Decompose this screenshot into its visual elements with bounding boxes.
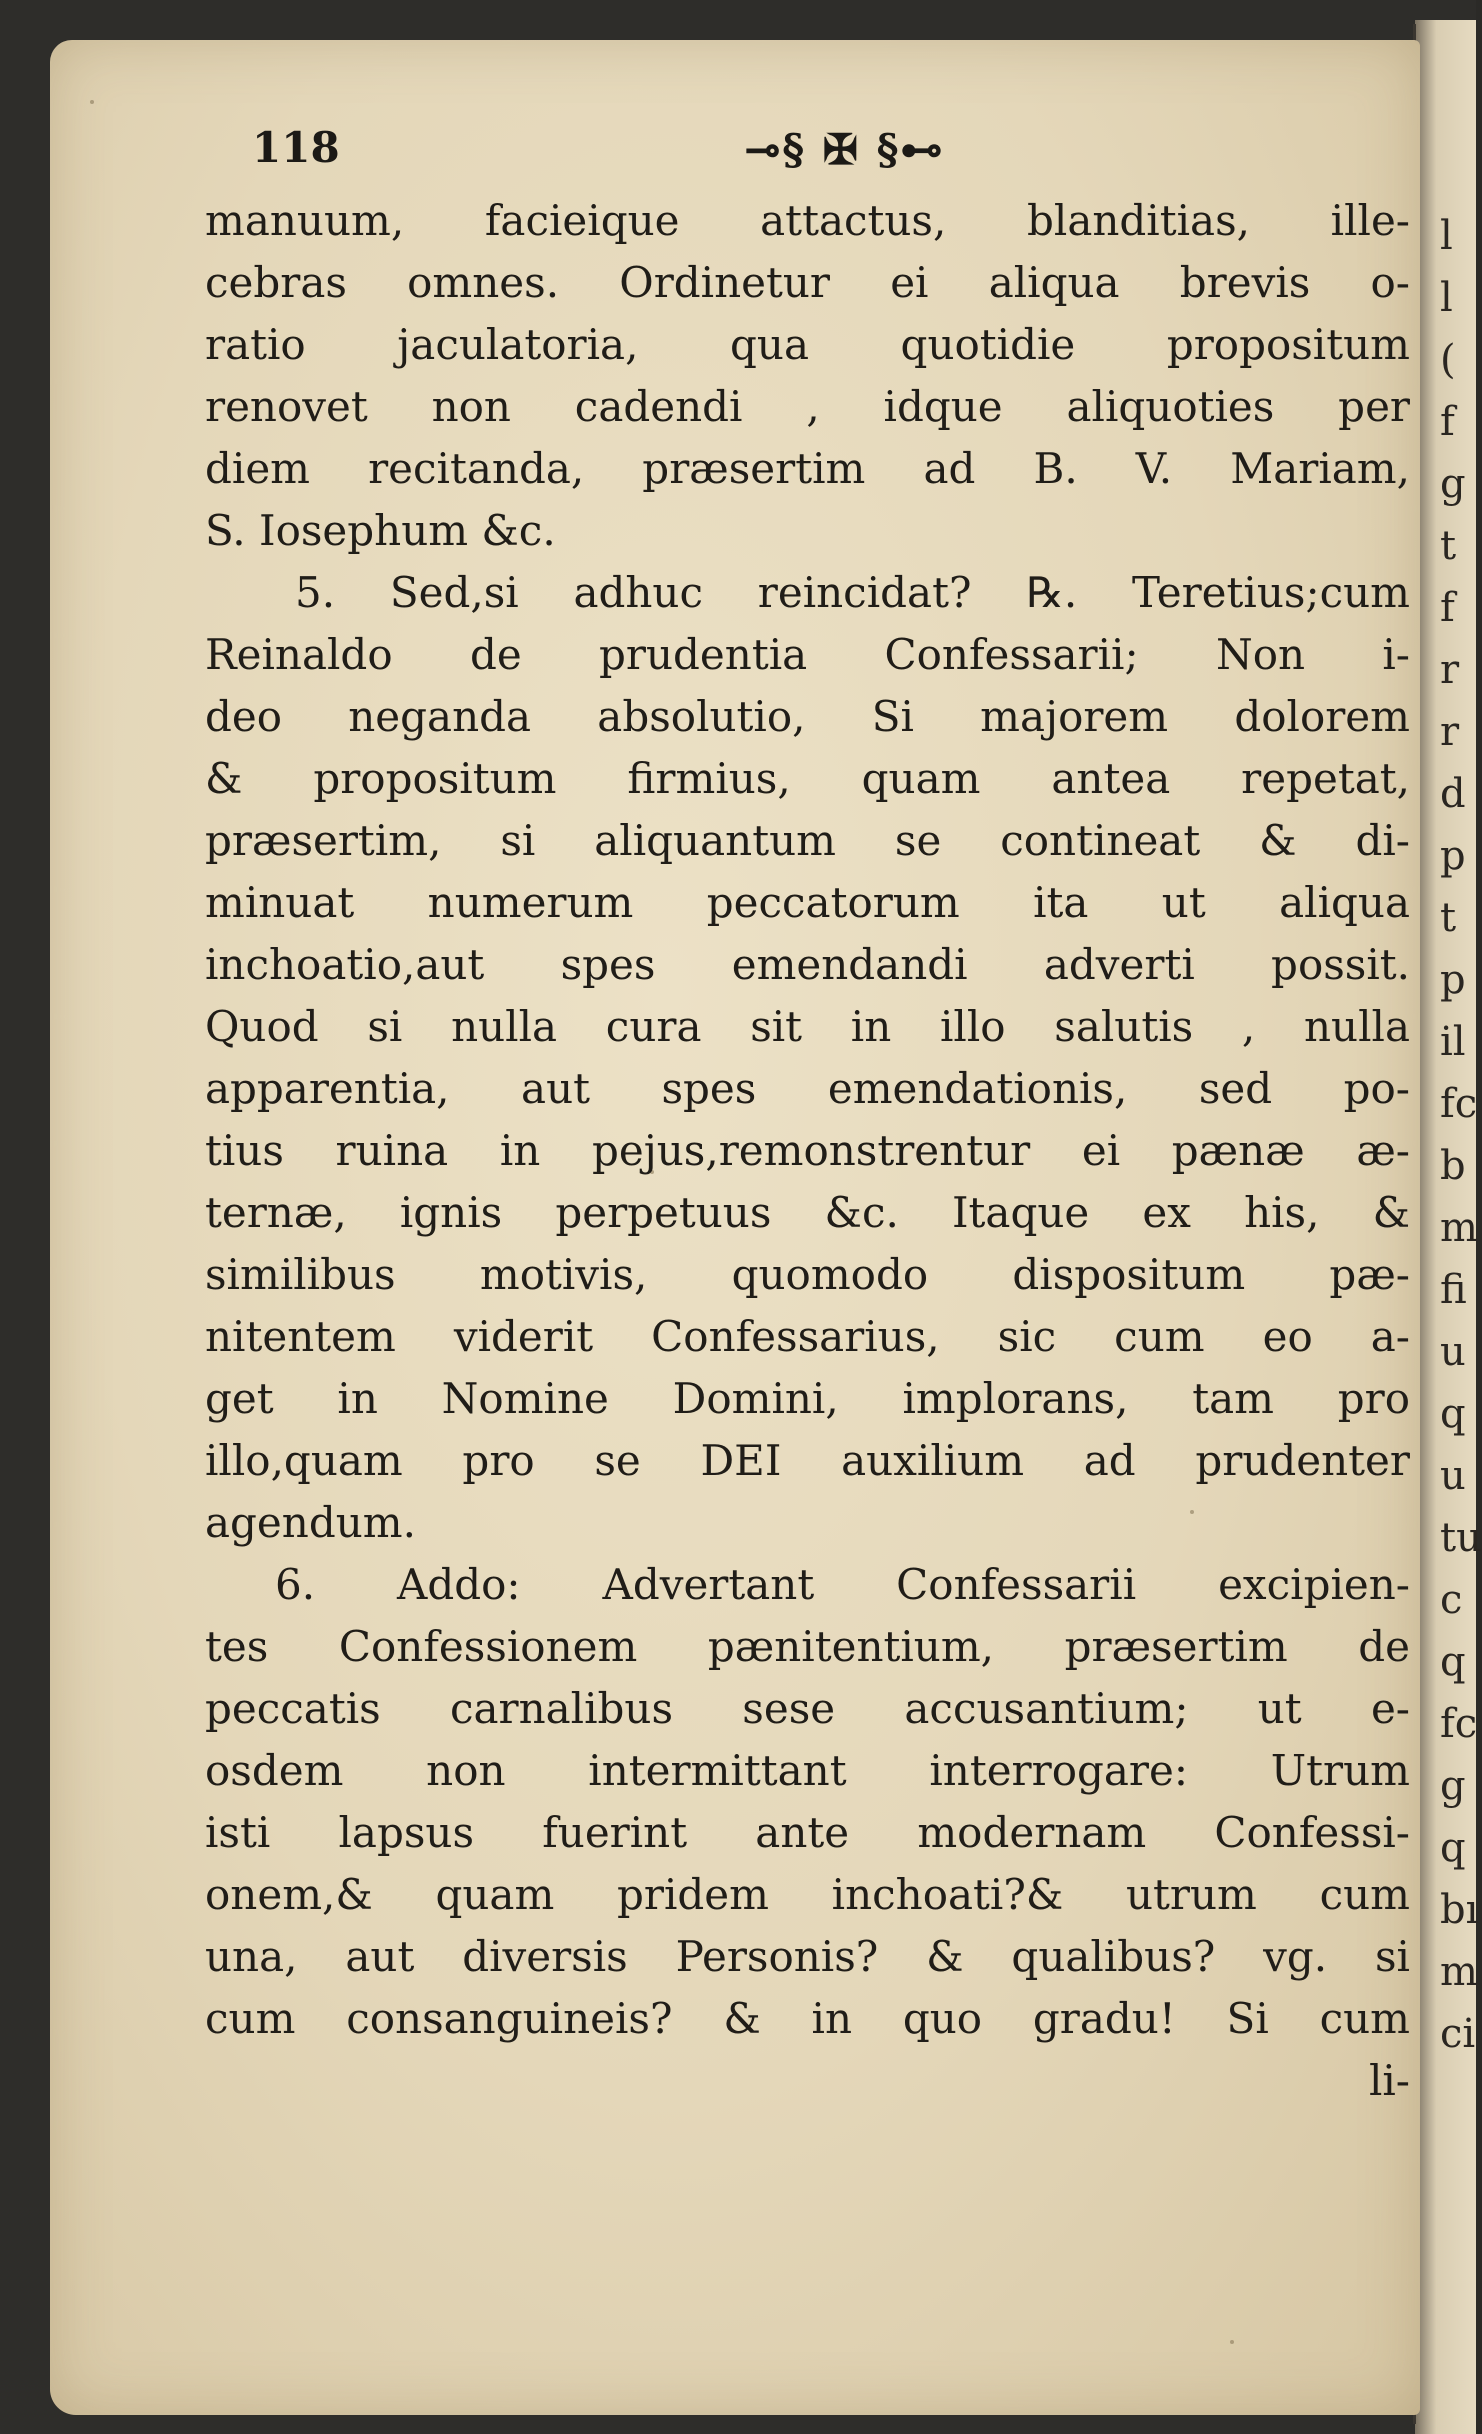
text-line: manuum, facieique attactus, blanditias, ille- bbox=[205, 196, 1410, 245]
text-line: osdem non intermittant interrogare: Utrum bbox=[205, 1746, 1410, 1795]
text-line: tius ruina in pejus,remonstrentur ei pænæ æ- bbox=[205, 1126, 1410, 1175]
text-line: peccatis carnalibus sese accusantium; ut e- bbox=[205, 1684, 1410, 1733]
facing-letter: t bbox=[1440, 895, 1457, 941]
text-line: ternæ, ignis perpetuus &c. Itaque ex his, & bbox=[205, 1188, 1410, 1237]
facing-letter: b bbox=[1440, 1143, 1466, 1189]
text-line: præsertim, si aliquantum se contineat & di- bbox=[205, 816, 1410, 865]
facing-letter: tu bbox=[1440, 1515, 1482, 1561]
facing-letter: l bbox=[1440, 275, 1453, 321]
facing-letter: d bbox=[1440, 771, 1466, 817]
facing-letter: q bbox=[1440, 1825, 1466, 1871]
text-line: cebras omnes. Ordinetur ei aliqua brevis o- bbox=[205, 258, 1410, 307]
facing-page-letters bbox=[1440, 205, 1482, 2065]
facing-letter: u bbox=[1440, 1329, 1466, 1375]
facing-letter: g bbox=[1440, 1763, 1466, 1809]
facing-letter: p bbox=[1440, 833, 1466, 879]
facing-letter: il bbox=[1440, 1019, 1466, 1065]
body-text bbox=[205, 190, 1410, 2112]
facing-letter: g bbox=[1440, 461, 1466, 507]
facing-letter: ( bbox=[1440, 337, 1456, 383]
text-line: illo,quam pro se DEI auxilium ad prudenter bbox=[205, 1436, 1410, 1485]
facing-letter: bı bbox=[1440, 1887, 1479, 1933]
text-line: Quod si nulla cura sit in illo salutis , nulla bbox=[205, 1002, 1410, 1051]
facing-letter: m bbox=[1440, 1205, 1478, 1251]
text-line: tes Confessionem pænitentium, præsertim de bbox=[205, 1622, 1410, 1671]
text-line: get in Nomine Domini, implorans, tam pro bbox=[205, 1374, 1410, 1423]
facing-letter: t bbox=[1440, 523, 1457, 569]
text-line: similibus motivis, quomodo dispositum pæ- bbox=[205, 1250, 1410, 1299]
text-line: onem,& quam pridem inchoati?& utrum cum bbox=[205, 1870, 1410, 1919]
facing-letter: u bbox=[1440, 1453, 1466, 1499]
facing-letter: l bbox=[1440, 213, 1453, 259]
text-line: ratio jaculatoria, qua quotidie propositum bbox=[205, 320, 1410, 369]
catchword: li- bbox=[1368, 2056, 1410, 2105]
text-line: isti lapsus fuerint ante modernam Confessi- bbox=[205, 1808, 1410, 1857]
page-number: 118 bbox=[252, 123, 340, 172]
facing-letter: p bbox=[1440, 957, 1466, 1003]
facing-letter: q bbox=[1440, 1639, 1466, 1685]
text-line: deo neganda absolutio, Si majorem dolorem bbox=[205, 692, 1410, 741]
text-line: S. Iosephum &c. bbox=[205, 506, 556, 555]
facing-letter: fc bbox=[1440, 1701, 1478, 1747]
facing-letter: c bbox=[1440, 1577, 1463, 1623]
text-line: cum consanguineis? & in quo gradu! Si cum bbox=[205, 1994, 1410, 2043]
text-line: agendum. bbox=[205, 1498, 416, 1547]
text-line: renovet non cadendi , idque aliquoties per bbox=[205, 382, 1410, 431]
header-ornament: ⊸§ ✠ §⊷ bbox=[745, 125, 945, 174]
paper-fleck bbox=[90, 100, 94, 104]
text-line: apparentia, aut spes emendationis, sed po- bbox=[205, 1064, 1410, 1113]
text-line: diem recitanda, præsertim ad B. V. Mariam, bbox=[205, 444, 1410, 493]
facing-letter: q bbox=[1440, 1391, 1466, 1437]
text-line: una, aut diversis Personis? & qualibus? vg. si bbox=[205, 1932, 1410, 1981]
text-line: & propositum firmius, quam antea repetat, bbox=[205, 754, 1410, 803]
text-line: nitentem viderit Confessarius, sic cum eo a- bbox=[205, 1312, 1410, 1361]
facing-letter: r bbox=[1440, 647, 1460, 693]
facing-letter: f bbox=[1440, 399, 1455, 445]
facing-letter: fi bbox=[1440, 1267, 1467, 1313]
facing-letter: fc bbox=[1440, 1081, 1478, 1127]
paragraph-start-line: 6. Addo: Advertant Confessarii excipien- bbox=[275, 1560, 1410, 1609]
facing-letter: ci bbox=[1440, 2011, 1476, 2057]
facing-letter: f bbox=[1440, 585, 1455, 631]
paragraph-start-line: 5. Sed,si adhuc reincidat? ℞. Teretius;cum bbox=[295, 568, 1410, 617]
facing-letter: m bbox=[1440, 1949, 1478, 1995]
text-line: Reinaldo de prudentia Confessarii; Non i- bbox=[205, 630, 1410, 679]
text-line: inchoatio,aut spes emendandi adverti possit. bbox=[205, 940, 1410, 989]
text-line: minuat numerum peccatorum ita ut aliqua bbox=[205, 878, 1410, 927]
paper-fleck bbox=[1230, 2340, 1234, 2344]
facing-letter: r bbox=[1440, 709, 1460, 755]
